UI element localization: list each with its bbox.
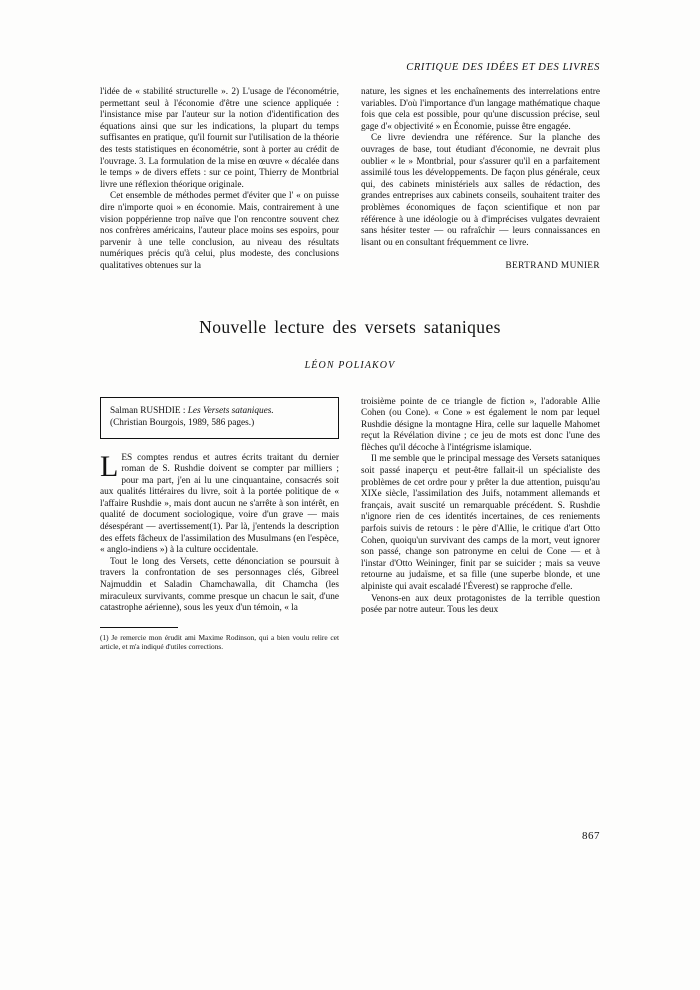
review-two-column-block [100,87,600,273]
reference-author-name: RUSHDIE [140,405,181,416]
paragraph: Cet ensemble de méthodes permet d'éviter que l' « on puisse dire n'importe quoi » en économie. Mais, contrairement à une vision poppérienne trop naïve que l'on rencontre souvent chez nos confrères américains, l'auteur place moins ses espoirs, pour parvenir à une telle conclusion, au niveau des résultats numériques précis qu'à celui, plus modeste, des conclusions qualitatives obtenues sur la [100,191,339,271]
paragraph: nature, les signes et les enchaînements des interrelations entre variables. D'où l'importance d'un langage mathématique chaque fois que cela est possible, pour qu'une discussion précise, seul gage d'« objectivité » en Économie, puisse être engagée. [361,87,600,132]
footnote-rule [100,627,178,628]
paragraph: troisième pointe de ce triangle de fiction », l'adorable Allie Cohen (ou Cone). « Cone » est également le nom par lequel Rushdie désigne la montagne Hira, celle sur laquelle Mahomet reçut la Révélation divine ; ce jeu de mots est donc l'une des flèches qu'il décoche à l'intégrisme islamique. [361,396,600,453]
reference-line-1 [110,405,329,418]
article-title: Nouvelle lecture des versets sataniques [199,316,501,337]
drop-cap: L [100,449,119,483]
footnote-text: Je remercie mon érudit ami Maxime Rodinson, qui a bien voulu relire cet article, et m'a indiqué d'utiles corrections. [100,632,339,652]
reference-book-title: Les Versets sataniques. [187,405,274,416]
article-right-column [361,397,600,652]
reference-box [100,397,339,439]
review-right-column [361,87,600,273]
paragraph: Tout le long des Versets, cette dénonciation se poursuit à travers la confrontation de ses personnages clés, Gibreel Najmuddin et Saladin Chamchawalla, dit Chamcha (les miraculeux survivants, comme presque un chacun le sait, d'une catastrophe aérienne), sous les yeux d'un témoin, « la [100,556,339,614]
first-paragraph-text: ES comptes rendus et autres écrits traitant du dernier roman de S. Rushdie doivent se compter par milliers ; pour ma part, j'en ai lu une cinquantaine, consacrés soit aux qualités littéraires du livre, soit à la portée politique de « l'affaire Rushdie », mais dont aucun ne s'arrête à son intérêt, en qualité de document sociologique, voire d'un grave — mais désespérant — avertissement(1). Par là, j'entends la description des effets fâcheux de l'assimilation des Musulmans (en l'espèce, « anglo-indiens ») à la culture occidentale. [100,452,339,556]
paragraph: l'idée de « stabilité structurelle ». 2) L'usage de l'économétrie, permettant seul à l'économie d'être une science appliquée : l'insistance mise par l'auteur sur la notion d'identification des équations ainsi que sur les indications, la plupart du temps suffisantes en pratique, qu'il fournit sur l'utilisation de la théorie des tests statistiques en économétrie, sont à porter au crédit de l'ouvrage. 3. La formulation de la mise en œuvre « décalée dans le temps » de divers effets : sur ce point, Thierry de Montbrial livre une réflexion théorique originale. [100,87,339,190]
footnote-marker: (1) [100,632,109,642]
paragraph: Venons-en aux deux protagonistes de la terrible question posée par notre auteur. Tous les deux [361,593,600,616]
page-content [100,62,600,651]
review-signature: BERTRAND MUNIER [505,261,600,272]
article-author: LÉON POLIAKOV [304,359,396,371]
article-two-column-block [100,397,600,652]
reference-author-prefix: Salman [110,405,141,416]
article-left-column [100,397,339,652]
reference-line-2: (Christian Bourgois, 1989, 586 pages.) [110,418,255,428]
running-head: CRITIQUE DES IDÉES ET DES LIVRES [406,62,600,73]
article-first-paragraph [100,449,339,557]
paragraph: Ce livre deviendra une référence. Sur la planche des ouvrages de base, tout étudiant d'économie, ne devrait plus oublier « le » Montbrial, pour s'assurer qu'il en a parfaitement assimilé tous les développements. De façon plus générale, ceux qui, des cabinets ministériels aux salles de rédaction, des grandes entreprises aux cabinets conseils, souhaitent traiter des problèmes économiques de façon scientifique et non par référence à une idéologie ou à d'imprécises vulgates devraient sans hésiter tester — ou rafraîchir — leurs connaissances en lisant ou en consultant fréquemment ce livre. [361,133,600,248]
review-left-column [100,87,339,273]
footnote [100,633,339,651]
paragraph: Il me semble que le principal message des Versets sataniques soit passé inaperçu et peut-être fallait-il un spécialiste des problèmes de cet ordre pour y prêter la due attention, puisqu'au XIXe siècle, l'assimilation des Juifs, notamment allemands et français, avait suscité un remarquable précédent. S. Rushdie n'ignore rien de ces identités incertaines, de ces reniements parfois suivis de retours : le père d'Allie, le critique d'art Otto Cohen, quoiqu'un survivant des camps de la mort, veut ignorer son passé, change son patronyme en celui de Cone — et à l'instar d'Otto Weininger, finit par se suicider ; mais sa veuve retourne au judaïsme, et sa fille (une superbe blonde, et une alpiniste qui avait escaladé l'Éverest) se rapproche d'elle. [361,454,600,592]
page-number: 867 [582,830,600,842]
reference-separator: : [180,405,188,416]
